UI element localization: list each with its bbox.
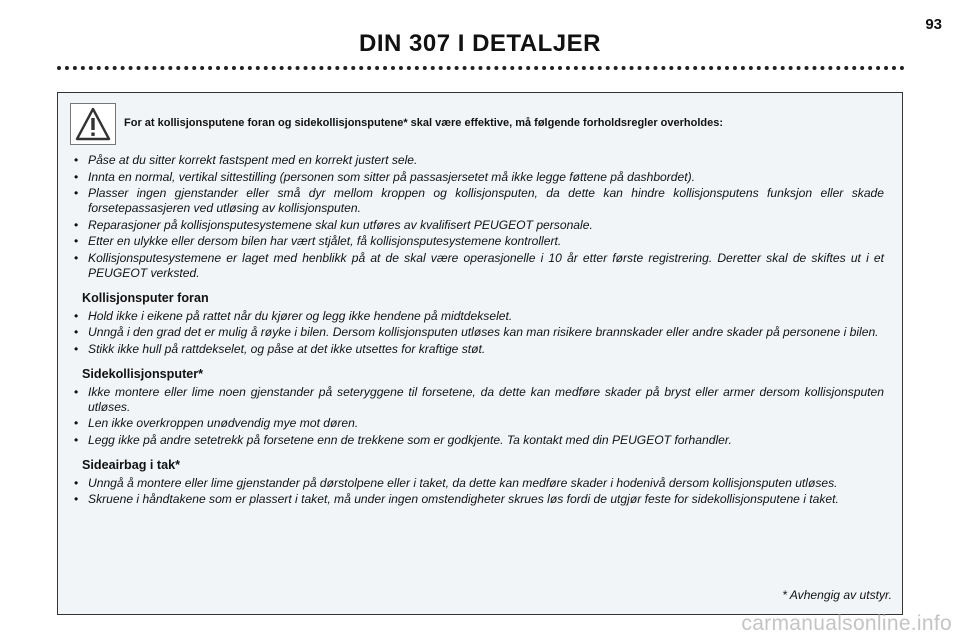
list-item: • Stikk ikke hull på rattdekselet, og påse at det ikke utsettes for kraftige støt. <box>72 342 884 357</box>
page-title: DIN 307 I DETALJER <box>359 30 601 57</box>
general-list <box>72 153 884 281</box>
list-item: • Skruene i håndtakene som er plassert i taket, må under ingen omstendigheter skrues løs fordi de utgjør feste for sidekollisjonsputene i taket. <box>72 492 884 507</box>
list-item: • Etter en ulykke eller dersom bilen har vært stjålet, få kollisjonsputesystemene kontrollert. <box>72 234 884 249</box>
footnote: * Avhengig av utstyr. <box>782 588 892 602</box>
list-item: • Innta en normal, vertikal sittestilling (personen som sitter på passasjersetet må ikke legge føttene på dashbordet). <box>72 170 884 185</box>
list-item: • Unngå i den grad det er mulig å røyke i bilen. Dersom kollisjonsputen utløses kan man risikere brannskader eller andre skader på personene i bilen. <box>72 325 884 340</box>
warning-content <box>72 153 884 509</box>
list-item: • Len ikke overkroppen unødvendig mye mot døren. <box>72 416 884 431</box>
warning-triangle-svg <box>74 106 112 142</box>
section-heading-roof-airbags: Sideairbag i tak* <box>82 457 180 472</box>
page-number: 93 <box>925 16 942 33</box>
warning-intro: For at kollisjonsputene foran og sidekollisjonsputene* skal være effektive, må følgende forholdsregler overholdes: <box>124 117 724 129</box>
section-heading-side-airbags: Sidekollisjonsputer* <box>82 366 204 381</box>
side-airbags-list <box>72 385 884 448</box>
section-heading-front-airbags: Kollisjonsputer foran <box>82 290 209 305</box>
list-item: • Unngå å montere eller lime gjenstander på dørstolpene eller i taket, da dette kan medføre skader i hodenivå dersom kollisjonsputen utløses. <box>72 476 884 491</box>
roof-airbags-list <box>72 476 884 508</box>
list-item: • Ikke montere eller lime noen gjenstander på seteryggene til forsetene, da dette kan medføre skader på bryst eller armer dersom kollisjonsputen utløses. <box>72 385 884 415</box>
warning-triangle-icon <box>70 103 116 145</box>
list-item: • Plasser ingen gjenstander eller små dyr mellom kroppen og kollisjonsputen, da dette kan hindre kollisjonsputens funksjon eller skade forsetepassasjeren ved utløsing av kollisjonsputen. <box>72 186 884 216</box>
list-item: • Legg ikke på andre setetrekk på forsetene enn de trekkene som er godkjente. Ta kontakt med din PEUGEOT forhandler. <box>72 433 884 448</box>
list-item: • Reparasjoner på kollisjonsputesystemene skal kun utføres av kvalifisert PEUGEOT personale. <box>72 218 884 233</box>
list-item: • Kollisjonsputesystemene er laget med henblikk på at de skal være operasjonelle i 10 år etter første registrering. Deretter skal de skiftes ut i et PEUGEOT verksted. <box>72 251 884 281</box>
watermark: carmanualsonline.info <box>741 612 952 635</box>
warning-box <box>57 92 903 615</box>
title-divider <box>57 66 905 70</box>
list-item: • Påse at du sitter korrekt fastspent med en korrekt justert sele. <box>72 153 884 168</box>
front-airbags-list <box>72 309 884 357</box>
list-item: • Hold ikke i eikene på rattet når du kjører og legg ikke hendene på midtdekselet. <box>72 309 884 324</box>
